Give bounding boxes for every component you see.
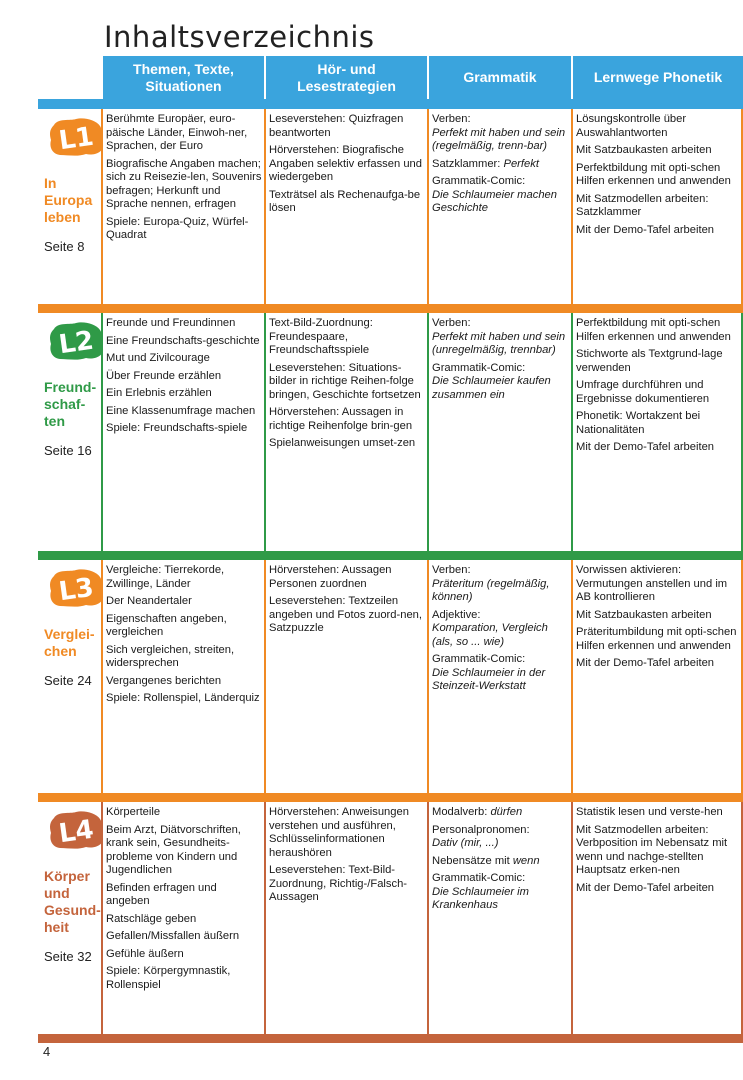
list-item xyxy=(432,175,570,216)
list-item: Phonetik: Wortakzent bei Nationalitäten xyxy=(576,410,701,436)
list-item xyxy=(432,609,570,650)
grammatik-cell xyxy=(429,313,573,551)
list-item: Statistik lesen und verste-hen xyxy=(576,806,723,818)
header-grammatik: Grammatik xyxy=(429,56,573,99)
grammar-label: Verben: xyxy=(432,564,471,576)
list-item xyxy=(432,855,570,869)
list-item: Leseverstehen: Situations-bilder in richtige Reihen-folge bringen, Geschichte fortsetzen xyxy=(269,361,421,401)
lesson-title-line: Körper xyxy=(44,868,90,884)
table-header xyxy=(103,56,743,99)
header-themen: Themen, Texte, Situationen xyxy=(103,56,266,99)
list-item: Lösungskontrolle über Auswahlantworten xyxy=(576,113,687,139)
list-item: Präteritumbildung mit opti-schen Hilfen erkennen und anwenden xyxy=(576,626,737,652)
list-item: Vergangenes berichten xyxy=(106,674,222,687)
grammar-label: Grammatik-Comic: xyxy=(432,653,526,665)
lesson-title-line: schaf- xyxy=(44,396,86,412)
grammatik-cell xyxy=(429,109,573,304)
lesson-badge-icon xyxy=(48,810,104,850)
list-item: Beim Arzt, Diätvorschriften, krank sein, Gesundheits-probleme von Kindern und Jugendlichen xyxy=(106,823,241,876)
list-item: Eigenschaften angeben, vergleichen xyxy=(106,612,227,638)
lesson-title-line: leben xyxy=(44,209,81,225)
list-item: Ratschläge geben xyxy=(106,912,197,925)
list-item: Körperteile xyxy=(106,806,161,818)
lesson-row xyxy=(38,313,743,560)
list-item: Spiele: Freundschafts-spiele xyxy=(106,422,248,434)
lernwege-cell xyxy=(573,109,743,304)
list-item: Über Freunde erzählen xyxy=(106,369,222,382)
lesson-title-line: In xyxy=(44,175,57,191)
list-item: Mut und Zivilcourage xyxy=(106,352,210,364)
grammar-label: Verben: xyxy=(432,113,471,125)
list-item: Mit Satzmodellen arbeiten: Verbposition im Nebensatz mit wenn und nachge-stellten Hauptsatz erken-nen xyxy=(576,823,728,876)
list-item: Eine Freundschafts-geschichte xyxy=(106,334,260,347)
grammar-label: Grammatik-Comic: xyxy=(432,361,526,374)
strategien-cell xyxy=(266,313,429,551)
themen-cell xyxy=(103,802,266,1034)
lesson-divider xyxy=(38,551,743,560)
list-item: Stichworte als Textgrund-lage verwenden xyxy=(576,348,723,374)
lesson-page: Seite 24 xyxy=(44,673,92,688)
list-item: Befinden erfragen und angeben xyxy=(106,881,217,907)
grammar-detail: Perfekt mit haben und sein (regelmäßig, trenn-bar) xyxy=(432,126,566,152)
list-item xyxy=(432,317,570,358)
grammar-detail: Perfekt mit haben und sein (unregelmäßig, trennbar) xyxy=(432,330,566,356)
grammar-detail: Die Schlaumeier machen Geschichte xyxy=(432,188,557,214)
list-item: Mit der Demo-Tafel arbeiten xyxy=(576,657,715,669)
lesson-divider xyxy=(38,793,743,802)
list-item: Perfektbildung mit opti-schen Hilfen erkennen und anwenden xyxy=(576,161,731,187)
list-item xyxy=(432,564,570,605)
grammar-detail: Komparation, Vergleich (als, so ... wie) xyxy=(432,622,548,648)
list-item: Hörverstehen: Aussagen in richtige Reihenfolge brin-gen xyxy=(269,406,413,432)
lesson-title-line: Gesund- xyxy=(44,902,101,918)
list-item xyxy=(432,872,570,913)
page-title: Inhaltsverzeichnis xyxy=(104,20,375,54)
lesson-badge-icon xyxy=(48,321,104,361)
lesson-title xyxy=(44,175,104,226)
lesson-title xyxy=(44,626,104,660)
lesson-page: Seite 8 xyxy=(44,239,85,254)
list-item: Sich vergleichen, streiten, widersprechen xyxy=(106,643,235,669)
list-item: Texträtsel als Rechenaufga-be lösen xyxy=(269,188,421,214)
list-item: Umfrage durchführen und Ergebnisse dokumentieren xyxy=(576,379,710,405)
grammar-detail: Perfekt xyxy=(503,157,539,170)
lesson-page: Seite 16 xyxy=(44,443,92,458)
list-item xyxy=(432,113,570,154)
lesson-title-line: Europa xyxy=(44,192,93,208)
grammar-label: Nebensätze mit xyxy=(432,854,513,867)
list-item: Spiele: Europa-Quiz, Würfel-Quadrat xyxy=(106,215,249,241)
list-item: Mit Satzmodellen arbeiten: Satzklammer xyxy=(576,192,709,218)
lesson-badge-label: L4 xyxy=(57,814,96,850)
list-item xyxy=(432,653,570,694)
list-item xyxy=(432,824,570,851)
grammatik-cell xyxy=(429,802,573,1034)
grammar-label: Personalpronomen: xyxy=(432,823,530,836)
grammatik-cell xyxy=(429,560,573,793)
header-lernwege: Lernwege Phonetik xyxy=(573,56,743,99)
grammar-label: Adjektive: xyxy=(432,608,481,621)
grammar-detail: Die Schlaumeier kaufen zusammen ein xyxy=(432,375,551,401)
lesson-badge-icon xyxy=(48,568,104,608)
list-item: Vorwissen aktivieren: Vermutungen anstellen und im AB kontrollieren xyxy=(576,564,728,603)
grammar-detail: Die Schlaumeier im Krankenhaus xyxy=(432,885,529,911)
grammar-label: Satzklammer: xyxy=(432,157,504,170)
list-item: Ein Erlebnis erzählen xyxy=(106,387,212,399)
lesson-title-line: heit xyxy=(44,919,69,935)
list-item: Hörverstehen: Aussagen Personen zuordnen xyxy=(269,564,392,590)
list-item: Spiele: Rollenspiel, Länderquiz xyxy=(106,692,260,704)
lernwege-cell xyxy=(573,313,743,551)
list-item: Eine Klassenumfrage machen xyxy=(106,404,256,417)
grammar-detail: dürfen xyxy=(490,806,523,818)
list-item: Mit Satzbaukasten arbeiten xyxy=(576,144,712,156)
list-item: Biografische Angaben machen; sich zu Reiseziе-len, Souvenirs befragen; Herkunft und Sprache nennen, erfragen xyxy=(106,157,262,210)
strategien-cell xyxy=(266,109,429,304)
list-item: Spielanweisungen umset-zen xyxy=(269,437,416,449)
grammar-detail: Präteritum (regelmäßig, können) xyxy=(432,577,550,603)
lesson-badge-label: L1 xyxy=(57,121,96,157)
lesson-badge-label: L2 xyxy=(57,325,96,361)
list-item: Gefallen/Missfallen äußern xyxy=(106,930,240,942)
list-item: Gefühle äußern xyxy=(106,947,184,960)
themen-cell xyxy=(103,109,266,304)
list-item: Leseverstehen: Quizfragen beantworten xyxy=(269,113,404,139)
lesson-title xyxy=(44,868,104,936)
grammar-detail: Dativ (mir, ...) xyxy=(432,837,499,849)
list-item: Berühmte Europäer, euro-päische Länder, Einwoh-ner, Sprachen, der Euro xyxy=(106,113,248,152)
lesson-page: Seite 32 xyxy=(44,949,92,964)
list-item: Mit der Demo-Tafel arbeiten xyxy=(576,441,715,453)
lesson-row xyxy=(38,560,743,802)
lesson-title-line: chen xyxy=(44,643,77,659)
list-item: Leseverstehen: Textzeilen angeben und Fotos zuord-nen, Satzpuzzle xyxy=(269,595,423,634)
lernwege-cell xyxy=(573,560,743,793)
themen-cell xyxy=(103,560,266,793)
list-item: Hörverstehen: Biografische Angaben selektiv erfassen und wiedergeben xyxy=(269,144,422,183)
lernwege-cell xyxy=(573,802,743,1034)
list-item: Spiele: Körpergymnastik, Rollenspiel xyxy=(106,965,231,991)
list-item xyxy=(432,806,570,820)
lesson-title-line: Verglei- xyxy=(44,626,95,642)
grammar-label: Grammatik-Comic: xyxy=(432,872,526,884)
grammar-label: Modalverb: xyxy=(432,806,491,818)
lesson-divider xyxy=(38,304,743,313)
grammar-label: Verben: xyxy=(432,317,471,329)
list-item: Mit Satzbaukasten arbeiten xyxy=(576,608,712,621)
grammar-detail: Die Schlaumeier in der Steinzeit-Werkstatt xyxy=(432,666,546,692)
lesson-badge-icon xyxy=(48,117,104,157)
list-item: Mit der Demo-Tafel arbeiten xyxy=(576,223,715,236)
strategien-cell xyxy=(266,802,429,1034)
lesson-badge-label: L3 xyxy=(57,572,96,608)
lesson-divider xyxy=(38,1034,743,1043)
header-strategien: Hör- und Lesestrategien xyxy=(266,56,429,99)
list-item: Mit der Demo-Tafel arbeiten xyxy=(576,881,715,894)
lesson-title xyxy=(44,379,104,430)
list-item xyxy=(432,362,570,403)
lesson-title-line: Freund- xyxy=(44,379,97,395)
header-divider xyxy=(38,99,743,109)
lesson-title-line: ten xyxy=(44,413,65,429)
list-item: Perfektbildung mit opti-schen Hilfen erkennen und anwenden xyxy=(576,317,731,343)
strategien-cell xyxy=(266,560,429,793)
list-item: Hörverstehen: Anweisungen verstehen und ausführen, Schlüsselinformationen heraushören xyxy=(269,806,409,859)
list-item: Text-Bild-Zuordnung: Freundespaare, Freundschaftsspiele xyxy=(269,317,373,356)
grammar-label: Grammatik-Comic: xyxy=(432,175,526,187)
lesson-title-line: und xyxy=(44,885,70,901)
list-item: Leseverstehen: Text-Bild-Zuordnung, Richtig-/Falsch-Aussagen xyxy=(269,864,408,903)
list-item: Freunde und Freundinnen xyxy=(106,317,236,329)
lesson-row xyxy=(38,109,743,313)
list-item xyxy=(432,158,570,172)
list-item: Vergleiche: Tierrekorde, Zwillinge, Länder xyxy=(106,564,225,590)
lesson-row xyxy=(38,802,743,1043)
grammar-detail: wenn xyxy=(512,854,540,867)
themen-cell xyxy=(103,313,266,551)
page-number: 4 xyxy=(43,1044,51,1059)
list-item: Der Neandertaler xyxy=(106,595,192,607)
